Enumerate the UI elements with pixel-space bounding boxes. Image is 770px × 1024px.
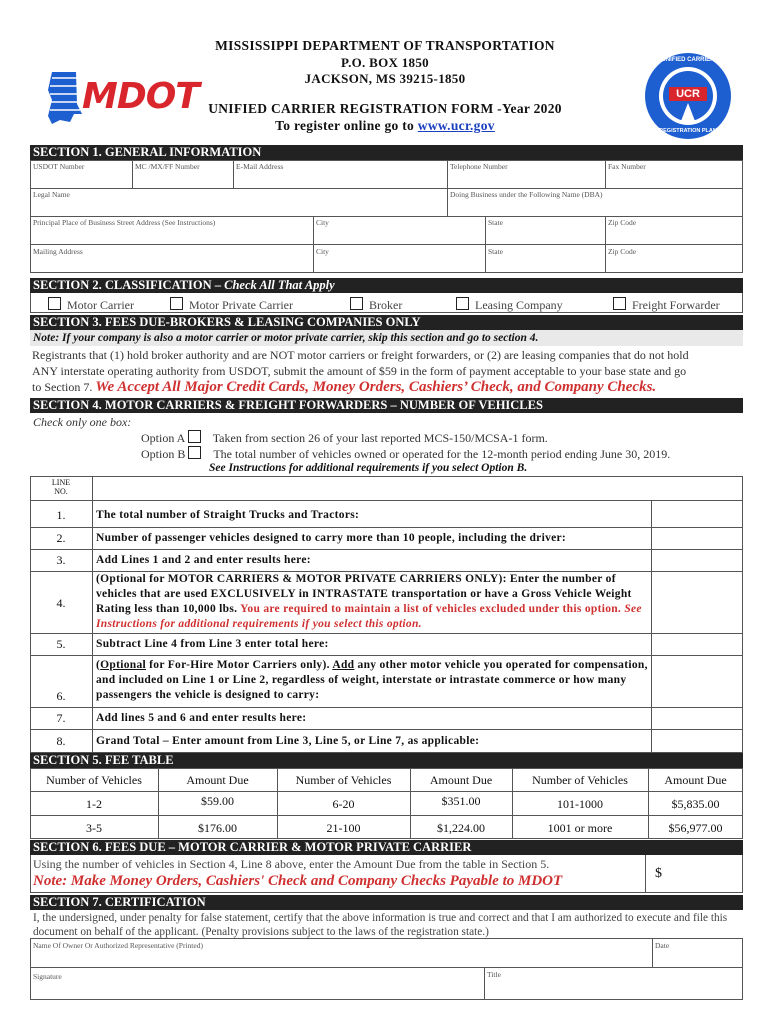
mailing-address-field[interactable]: Mailing Address: [33, 247, 83, 256]
section6-header: SECTION 6. FEES DUE – MOTOR CARRIER & MOTOR PRIVATE CARRIER: [30, 840, 743, 855]
line-1-text: The total number of Straight Trucks and Tractors:: [96, 509, 360, 521]
usdot-field[interactable]: USDOT Number: [33, 162, 85, 171]
checkbox-freight-forwarder[interactable]: [613, 297, 626, 310]
form-title: UNIFIED CARRIER REGISTRATION FORM -Year 2020: [208, 101, 562, 116]
fee-cell: $351.00: [441, 794, 481, 808]
option-b-instructions: See Instructions for additional requirements if you select Option B.: [209, 462, 528, 474]
section3-note: Note: If your company is also a motor carrier or motor private carrier, skip this section and go to section 4.: [30, 330, 743, 346]
line-2-input[interactable]: [652, 528, 742, 549]
checkbox-broker[interactable]: [350, 297, 363, 310]
section6-body: Using the number of vehicles in Section 4, Line 8 above, enter the Amount Due from the table in Section 5.: [33, 857, 550, 871]
line-3-number: 3.: [56, 553, 66, 567]
line-4-input[interactable]: [652, 572, 742, 633]
line-6-number: 6.: [56, 689, 66, 703]
mailing-zip-field[interactable]: Zip Code: [608, 247, 637, 256]
classification-motor-carrier[interactable]: [48, 297, 134, 313]
section2-header: [30, 278, 743, 293]
section3-body-line2: ANY interstate operating authority from USDOT, submit the amount of $59 in the form of payment acceptable to your base state and go: [32, 364, 687, 378]
section5-header: SECTION 5. FEE TABLE: [30, 753, 743, 768]
mailing-state-field[interactable]: State: [488, 247, 503, 256]
line-4-main: (Optional for MOTOR CARRIERS & MOTOR PRIVATE CARRIERS ONLY): Enter the number of vehicles that are used EXCLUSIVELY in INTRASTATE transportation or have a Gross Vehicle Weight Rating less than 10,000 lbs.: [96, 573, 632, 615]
city-field[interactable]: City: [316, 218, 329, 227]
check-one-label: Check only one box:: [33, 415, 132, 429]
state-field[interactable]: State: [488, 218, 503, 227]
option-a-row[interactable]: [141, 430, 548, 446]
option-b-row[interactable]: [141, 446, 670, 462]
amount-due-dollar[interactable]: $: [655, 866, 662, 881]
fee-col-vehicles-1: Number of Vehicles: [46, 773, 142, 787]
section2-title: SECTION 2. CLASSIFICATION –: [33, 278, 225, 292]
option-b-label: Option B: [141, 447, 186, 461]
line-4-required: You are required to maintain a list of vehicles excluded under this option.: [240, 603, 622, 615]
option-b-text: The total number of vehicles owned or operated for the 12-month period ending June 30, 2019.: [213, 447, 671, 461]
phone-field[interactable]: Telephone Number: [450, 162, 508, 171]
line-6-add: Add: [332, 659, 355, 671]
classification-freight-forwarder[interactable]: [613, 297, 720, 313]
agency-name: MISSISSIPPI DEPARTMENT OF TRANSPORTATION: [215, 38, 555, 53]
fax-field[interactable]: Fax Number: [608, 162, 646, 171]
mdot-logo-text: MDOT: [82, 76, 199, 117]
fee-cell: 21-100: [326, 821, 361, 835]
fee-cell: 101-1000: [557, 797, 603, 811]
line-1-input[interactable]: [652, 501, 742, 527]
line-6-open: (: [96, 659, 101, 671]
checkbox-leasing-company[interactable]: [456, 297, 469, 310]
line-1-number: 1.: [56, 508, 66, 522]
fee-col-vehicles-3: Number of Vehicles: [532, 773, 628, 787]
ucr-seal-top: UNIFIED CARRIER: [661, 57, 715, 63]
ucr-seal: [643, 51, 733, 141]
line-5-input[interactable]: [652, 634, 742, 655]
line-8-text: Grand Total – Enter amount from Line 3, Line 5, or Line 7, as applicable:: [96, 735, 480, 747]
fee-cell: $176.00: [198, 821, 237, 835]
line-6-optional: Optional: [100, 659, 146, 671]
fee-cell: 6-20: [332, 797, 355, 811]
fee-col-amount-2: Amount Due: [429, 773, 493, 787]
email-field[interactable]: E-Mail Address: [236, 162, 284, 171]
date-field[interactable]: Date: [655, 941, 670, 950]
option-label: Leasing Company: [475, 298, 563, 312]
legal-name-field[interactable]: Legal Name: [33, 190, 70, 199]
line-4-instructions: See Instructions for additional requirements if you select this option.: [96, 603, 642, 630]
classification-leasing-company[interactable]: [456, 297, 563, 313]
line-3-input[interactable]: [652, 550, 742, 571]
option-b-checkbox[interactable]: [188, 446, 201, 459]
classification-motor-private-carrier[interactable]: [170, 297, 293, 313]
fee-cell: 1001 or more: [547, 821, 613, 835]
option-label: Motor Private Carrier: [189, 298, 293, 312]
section3-goto: to Section 7.: [32, 380, 93, 394]
section7-header: SECTION 7. CERTIFICATION: [30, 895, 743, 910]
line-3-text: Add Lines 1 and 2 and enter results here:: [96, 554, 311, 566]
section1-header: SECTION 1. GENERAL INFORMATION: [30, 145, 743, 160]
printed-name-field[interactable]: Name Of Owner Or Authorized Representative (Printed): [33, 941, 203, 950]
ucr-seal-center: UCR: [676, 88, 700, 100]
mc-field[interactable]: MC /MX/FF Number: [135, 162, 200, 171]
line-4-text: [96, 572, 651, 632]
payable-to-note: Note: Make Money Orders, Cashiers' Check and Company Checks Payable to MDOT: [33, 873, 563, 889]
certification-line1: I, the undersigned, under penalty for false statement, certify that the above information is true and correct and that I am authorized to execute and file this: [33, 912, 728, 924]
mailing-city-field[interactable]: City: [316, 247, 329, 256]
fee-cell: 3-5: [86, 821, 102, 835]
certification-text: [33, 911, 727, 939]
fee-cell: $56,977.00: [668, 821, 723, 835]
line-6-input[interactable]: [652, 656, 742, 707]
fee-col-vehicles-2: Number of Vehicles: [295, 773, 392, 787]
line-5-number: 5.: [56, 637, 66, 651]
payment-accepted-note: We Accept All Major Credit Cards, Money Orders, Cashiers’ Check, and Company Checks.: [95, 379, 657, 395]
line-4-number: 4.: [56, 596, 66, 610]
online-prefix: To register online go to: [275, 118, 418, 133]
signature-field[interactable]: Signature: [33, 972, 62, 981]
zip-field[interactable]: Zip Code: [608, 218, 637, 227]
certification-line2: document on behalf of the applicant. (Penalty provisions subject to the laws of the registration state.): [33, 926, 489, 938]
section3-body-line1: Registrants that (1) hold broker authority and are NOT motor carriers or freight forwarders, or (2) are leasing companies that do not hold: [32, 348, 689, 362]
line-2-number: 2.: [56, 531, 66, 545]
section4-header: SECTION 4. MOTOR CARRIERS & FREIGHT FORWARDERS – NUMBER OF VEHICLES: [30, 398, 743, 413]
line-7-text: Add lines 5 and 6 and enter results here:: [96, 712, 307, 724]
section2-title-italic: Check All That Apply: [224, 278, 335, 292]
line-header-line: LINE: [51, 478, 71, 487]
line-header: [30, 478, 92, 496]
option-label: Broker: [369, 298, 403, 312]
mdot-logo: [46, 70, 199, 126]
fee-cell: $1,224.00: [437, 821, 485, 835]
line-6-rest: any other motor vehicle you operated for compensation, and included on Line 1 or Line 2, regardless of weight, interstate or intrastate commerce or how many passengers the vehicle is designed to carry:: [96, 659, 648, 701]
line-7-input[interactable]: [652, 708, 742, 729]
option-a-text: Taken from section 26 of your last reported MCS-150/MCSA-1 form.: [212, 431, 548, 445]
section3-body-line3: [32, 379, 689, 395]
dba-field[interactable]: Doing Business under the Following Name (DBA): [450, 190, 603, 199]
line-2-text: Number of passenger vehicles designed to carry more than 10 people, including the driver:: [96, 532, 567, 544]
line-6-mid: for For-Hire Motor Carriers only).: [146, 659, 333, 671]
city-address: JACKSON, MS 39215-1850: [304, 71, 466, 86]
fee-cell: 1-2: [86, 797, 102, 811]
line-7-number: 7.: [56, 711, 66, 725]
fee-col-amount-3: Amount Due: [664, 773, 727, 787]
option-label: Motor Carrier: [67, 298, 134, 312]
ucr-seal-bottom: REGISTRATION PLAN: [659, 128, 717, 134]
option-a-checkbox[interactable]: [188, 430, 201, 443]
classification-broker[interactable]: [350, 297, 402, 313]
line-5-text: Subtract Line 4 from Line 3 enter total here:: [96, 638, 329, 650]
principal-address-field[interactable]: Principal Place of Business Street Address (See Instructions): [33, 218, 216, 227]
ucr-link[interactable]: www.ucr.gov: [417, 118, 495, 133]
option-a-label: Option A: [141, 431, 185, 445]
line-6-text: [96, 658, 651, 703]
line-8-number: 8.: [56, 734, 66, 748]
fee-cell: $59.00: [201, 794, 234, 808]
line-8-input[interactable]: [652, 730, 742, 752]
line-header-no: NO.: [54, 487, 68, 496]
fee-cell: $5,835.00: [671, 797, 720, 811]
fee-col-amount-1: Amount Due: [186, 773, 249, 787]
title-field[interactable]: Title: [487, 970, 501, 979]
section3-body: [32, 347, 689, 395]
option-label: Freight Forwarder: [632, 298, 720, 312]
section3-header: SECTION 3. FEES DUE-BROKERS & LEASING COMPANIES ONLY: [30, 315, 743, 330]
po-box: P.O. BOX 1850: [341, 55, 429, 70]
checkbox-motor-carrier[interactable]: [48, 297, 61, 310]
checkbox-motor-private-carrier[interactable]: [170, 297, 183, 310]
